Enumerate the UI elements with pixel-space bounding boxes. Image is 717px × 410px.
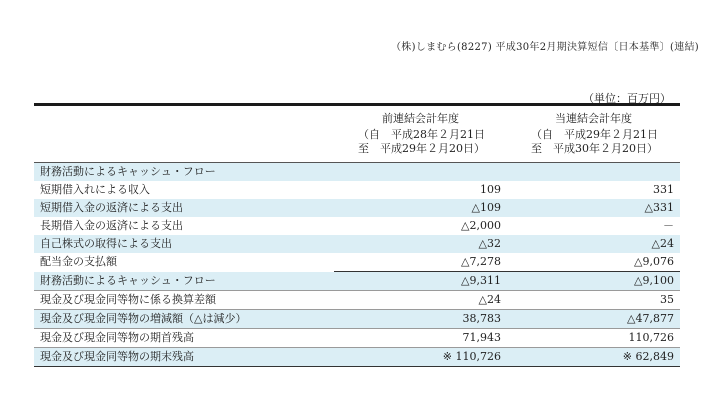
- column-header-prev-to: 至 平成29年２月20日）: [358, 142, 485, 155]
- row-label: 現金及び現金同等物の期末残高: [34, 348, 334, 367]
- row-label: 現金及び現金同等物の増減額（△は減少）: [34, 310, 334, 329]
- row-label: 現金及び現金同等物の期首残高: [34, 329, 334, 348]
- row-prev-value: [334, 163, 507, 182]
- row-label: 現金及び現金同等物に係る換算差額: [34, 291, 334, 310]
- row-label: 財務活動によるキャッシュ・フロー: [34, 272, 334, 291]
- table-row: [34, 163, 680, 182]
- table-row: [34, 272, 680, 291]
- row-label: 短期借入れによる収入: [34, 181, 334, 199]
- row-label: 自己株式の取得による支出: [34, 235, 334, 253]
- row-prev-value: ※ 110,726: [334, 348, 507, 367]
- table-row: [34, 235, 680, 253]
- row-label: 短期借入金の返済による支出: [34, 199, 334, 217]
- column-header-curr: [507, 106, 680, 163]
- table-row: [34, 291, 680, 310]
- row-prev-value: △2,000: [334, 217, 507, 235]
- row-prev-value: 38,783: [334, 310, 507, 329]
- row-prev-value: △7,278: [334, 253, 507, 272]
- row-prev-value: △32: [334, 235, 507, 253]
- table-row: [34, 253, 680, 272]
- column-header-prev: [334, 106, 507, 163]
- row-prev-value: △109: [334, 199, 507, 217]
- document-header: （株)しまむら(8227) 平成30年2月期決算短信〔日本基準〕(連結): [390, 42, 699, 53]
- row-label: 配当金の支払額: [34, 253, 334, 272]
- row-label: 財務活動によるキャッシュ・フロー: [34, 163, 334, 182]
- row-curr-value: 35: [507, 291, 680, 310]
- row-curr-value: 110,726: [507, 329, 680, 348]
- cash-flow-table: [34, 103, 680, 367]
- column-header-prev-from: （自 平成28年２月21日: [358, 128, 485, 141]
- row-prev-value: △9,311: [334, 272, 507, 291]
- column-header-row: [34, 106, 680, 163]
- row-curr-value: △9,076: [507, 253, 680, 272]
- header-empty-cell: [34, 106, 334, 163]
- row-curr-value: △9,100: [507, 272, 680, 291]
- row-prev-value: 71,943: [334, 329, 507, 348]
- column-header-curr-from: （自 平成29年２月21日: [531, 128, 658, 141]
- table-row: [34, 329, 680, 348]
- unit-label: （単位：百万円）: [583, 92, 671, 105]
- column-header-prev-title: 前連結会計年度: [382, 112, 459, 125]
- table-row: [34, 199, 680, 217]
- column-header-curr-to: 至 平成30年２月20日）: [531, 142, 658, 155]
- column-header-curr-title: 当連結会計年度: [555, 112, 632, 125]
- row-curr-value: 331: [507, 181, 680, 199]
- row-label: 長期借入金の返済による支出: [34, 217, 334, 235]
- row-prev-value: △24: [334, 291, 507, 310]
- table-row: [34, 310, 680, 329]
- row-curr-value: △47,877: [507, 310, 680, 329]
- table-row: [34, 181, 680, 199]
- table-row: [34, 348, 680, 367]
- row-curr-value: ※ 62,849: [507, 348, 680, 367]
- row-curr-value: △24: [507, 235, 680, 253]
- row-curr-value: －: [507, 217, 680, 235]
- row-prev-value: 109: [334, 181, 507, 199]
- table-row: [34, 217, 680, 235]
- row-curr-value: △331: [507, 199, 680, 217]
- row-curr-value: [507, 163, 680, 182]
